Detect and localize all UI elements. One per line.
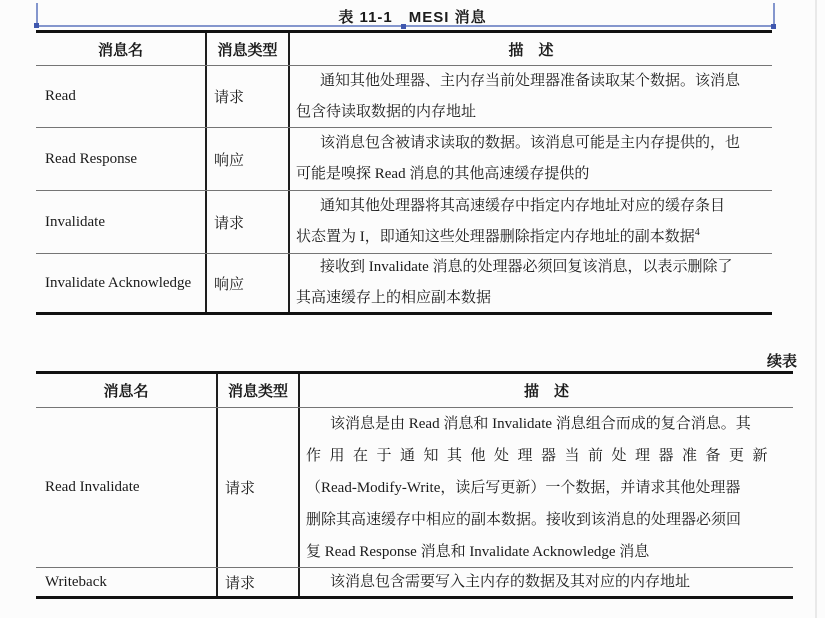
description-line: （Read-Modify-Write，读后写更新）一个数据，并请求其他处理器 (306, 479, 741, 496)
description-cell (300, 408, 793, 567)
description-cell (290, 66, 772, 127)
page-edge-line (815, 0, 817, 618)
col-header-description: 描 述 (523, 383, 569, 400)
message-name-cell: Read (36, 66, 207, 127)
message-name-cell: Read Invalidate (36, 408, 218, 567)
message-type-cell: 请求 (207, 66, 290, 127)
col-header-message-name: 消息名 (36, 33, 207, 65)
table-row-invalidate (36, 190, 772, 253)
message-name-cell: Read Response (36, 128, 207, 190)
description-line (296, 222, 768, 253)
message-type-cell: 请求 (218, 568, 300, 596)
message-type-cell: 响应 (207, 254, 290, 312)
description-line: 复 Read Response 消息和 Invalidate Acknowledge 消息 (306, 543, 650, 560)
message-type-cell: 请求 (207, 191, 290, 253)
description-cell (300, 568, 793, 596)
description-cell (290, 128, 772, 190)
description-line: 通知其他处理器将其高速缓存中指定内存地址对应的缓存条目 (320, 198, 726, 214)
table-row-invalidate-acknowledge (36, 253, 772, 312)
description-line: 包含待读取数据的内存地址 (296, 103, 477, 120)
table-header-row (36, 33, 772, 65)
message-name-cell: Invalidate (36, 191, 207, 253)
description-line: 可能是嗅探 Read 消息的其他高速缓存提供的 (296, 166, 590, 182)
message-type-cell: 请求 (218, 408, 300, 567)
message-type-cell: 响应 (207, 128, 290, 190)
description-line: 该消息包含被请求读取的数据。该消息可能是主内存提供的，也 (320, 135, 741, 151)
table-row-read-invalidate (36, 407, 793, 567)
continued-table-label: 续表 (766, 353, 797, 370)
description-line: 通知其他处理器、主内存当前处理器准备读取某个数据。该消息 (320, 72, 741, 89)
description-line: 其高速缓存上的相应副本数据 (296, 290, 492, 306)
description-cell (290, 191, 772, 253)
message-name-cell: Writeback (36, 568, 218, 596)
description-line: 作用在于通知其他处理器当前处理器准备更新 (306, 447, 777, 464)
description-line: 接收到 Invalidate 消息的处理器必须回复该消息，以表示删除了 (320, 259, 733, 275)
message-name-cell: Invalidate Acknowledge (36, 254, 207, 312)
col-header-description: 描 述 (508, 41, 554, 59)
table-row-read-response (36, 127, 772, 190)
description-line: 该消息包含需要写入主内存的数据及其对应的内存地址 (330, 574, 691, 590)
description-line: 删除其高速缓存中相应的副本数据。接收到该消息的处理器必须回 (306, 511, 742, 528)
col-header-message-name: 消息名 (36, 374, 218, 407)
table-caption: 表 11-1 MESI 消息 (338, 9, 487, 26)
description-line: 该消息是由 Read 消息和 Invalidate 消息组合而成的复合消息。其 (330, 415, 751, 432)
description-cell (290, 254, 772, 312)
table-row-read (36, 65, 772, 127)
description-text: 状态置为 I，即通知这些处理器删除指定内存地址的副本数据 (296, 229, 695, 245)
footnote-marker: 4 (694, 227, 700, 238)
mesi-table-part1 (36, 30, 772, 315)
col-header-message-type: 消息类型 (207, 33, 290, 65)
table-row-writeback (36, 567, 793, 596)
table-header-row (36, 374, 793, 407)
col-header-message-type: 消息类型 (218, 374, 300, 407)
mesi-table-part2 (36, 371, 793, 599)
